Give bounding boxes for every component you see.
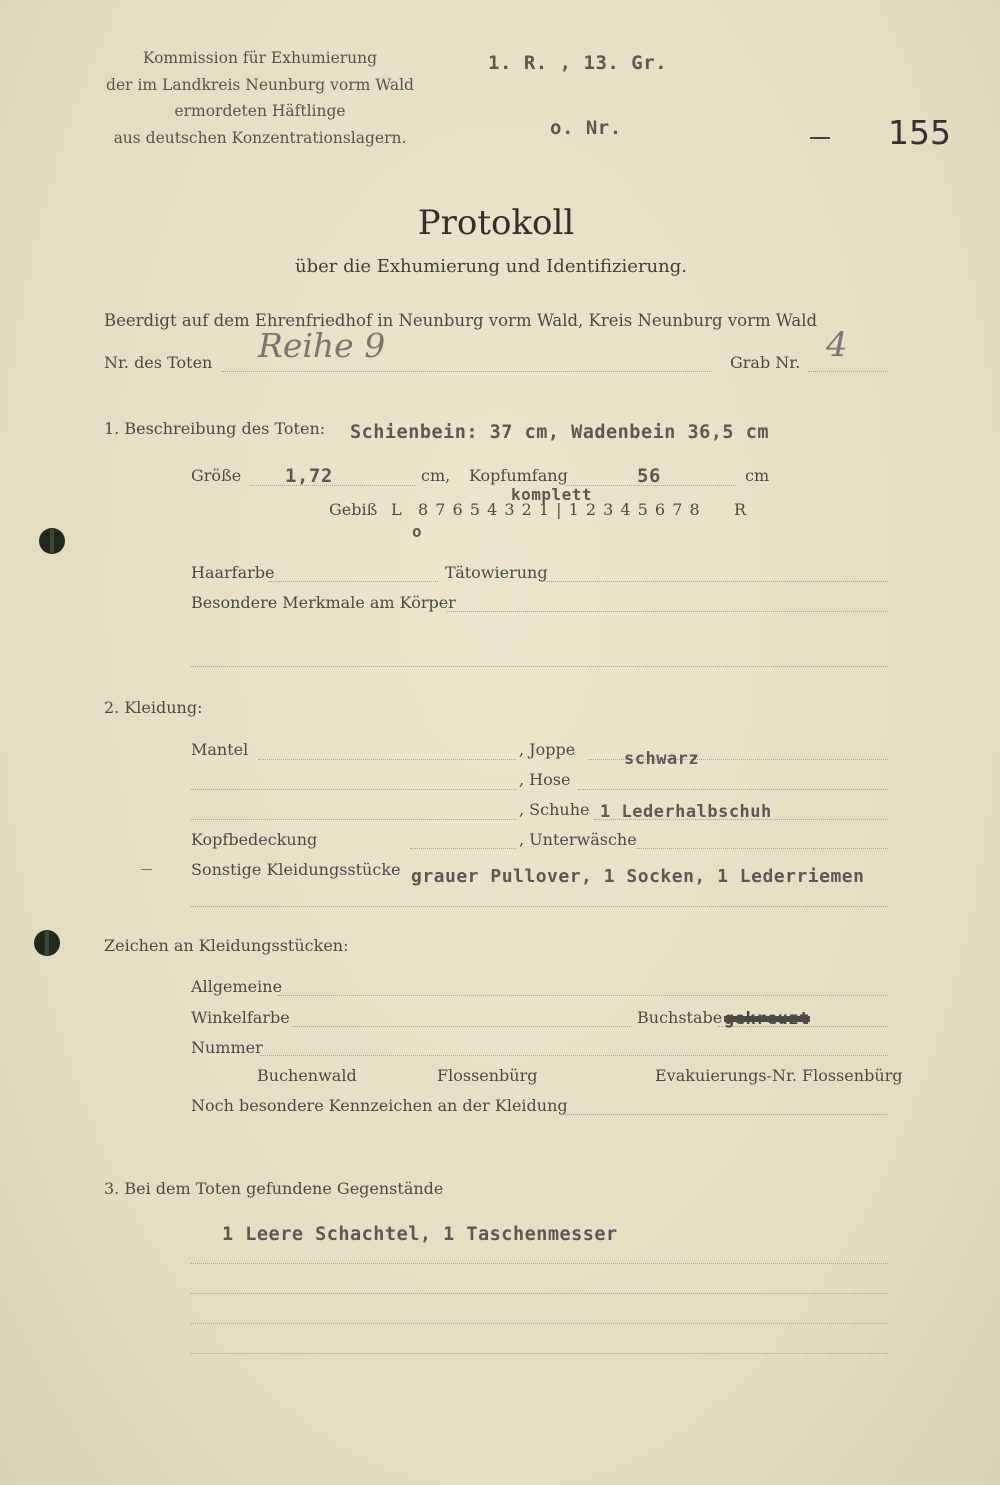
other-marks-label: Noch besondere Kennzeichen an der Kleidung bbox=[191, 1096, 568, 1115]
other-clothing-value: grauer Pullover, 1 Socken, 1 Lederriemen bbox=[411, 866, 865, 887]
shoes-value: 1 Lederhalbschuh bbox=[600, 802, 772, 822]
hair-color-line bbox=[268, 581, 438, 582]
coat-line-3 bbox=[191, 819, 516, 820]
head-circumference-unit: cm bbox=[745, 466, 770, 485]
body-marks-line-2 bbox=[191, 666, 888, 667]
teeth-left: L bbox=[391, 500, 402, 519]
number-line bbox=[260, 1055, 888, 1056]
headwear-line bbox=[410, 848, 516, 849]
grave-number-value: 4 bbox=[826, 325, 848, 365]
coat-line bbox=[258, 759, 516, 760]
flossenburg-label: Flossenbürg bbox=[437, 1066, 538, 1085]
coat-label: Mantel bbox=[191, 740, 249, 759]
body-marks-label: Besondere Merkmale am Körper bbox=[191, 593, 456, 612]
burial-location: Beerdigt auf dem Ehrenfriedhof in Neunburg vorm Wald, Kreis Neunburg vorm Wald bbox=[104, 311, 818, 330]
evacuation-number-label: Evakuierungs-Nr. Flossenbürg bbox=[655, 1066, 903, 1085]
teeth-right: R bbox=[734, 500, 747, 519]
height-label: Größe bbox=[191, 466, 242, 485]
teeth-numbers: 8 7 6 5 4 3 2 1 | 1 2 3 4 5 6 7 8 bbox=[418, 500, 701, 519]
general-label: Allgemeine bbox=[191, 977, 283, 996]
commission-header bbox=[95, 45, 425, 151]
punch-hole-bottom bbox=[34, 930, 60, 956]
commission-line: Kommission für Exhumierung bbox=[142, 49, 378, 67]
number-label: Nummer bbox=[191, 1038, 263, 1057]
other-marks-line bbox=[560, 1114, 888, 1115]
commission-line: der im Landkreis Neunburg vorm Wald bbox=[106, 75, 414, 94]
other-clothing-line-2 bbox=[191, 906, 888, 907]
tattoo-line bbox=[542, 581, 888, 582]
commission-line: aus deutschen Konzentrationslagern. bbox=[113, 128, 407, 147]
shoes-label: , Schuhe bbox=[519, 800, 590, 819]
jacket-label: , Joppe bbox=[519, 740, 576, 759]
found-items-line-4 bbox=[191, 1353, 888, 1354]
headwear-label: Kopfbedeckung bbox=[191, 830, 318, 849]
page-subtitle: über die Exhumierung und Identifizierung. bbox=[295, 256, 687, 277]
grave-number-label: Grab Nr. bbox=[730, 353, 801, 372]
triangle-color-line bbox=[292, 1026, 632, 1027]
coat-line-2 bbox=[191, 789, 516, 790]
dash-mark bbox=[810, 137, 830, 139]
page-number: 155 bbox=[888, 113, 951, 152]
dead-number-label: Nr. des Toten bbox=[104, 353, 213, 372]
found-items-line-1 bbox=[191, 1263, 888, 1264]
page-title: Protokoll bbox=[417, 203, 575, 243]
tattoo-label: Tätowierung bbox=[445, 563, 548, 582]
dead-number-value: Reihe 9 bbox=[258, 326, 386, 365]
number-stamp: o. Nr. bbox=[550, 117, 622, 139]
found-items-value: 1 Leere Schachtel, 1 Taschenmesser bbox=[222, 1224, 618, 1245]
dash-mark-left bbox=[141, 869, 152, 870]
letter-label: Buchstabe bbox=[637, 1008, 723, 1027]
clothing-marks-label: Zeichen an Kleidungsstücken: bbox=[104, 936, 349, 955]
jacket-value: schwarz bbox=[624, 749, 700, 769]
height-unit: cm, bbox=[421, 466, 451, 485]
trousers-line bbox=[578, 789, 888, 790]
head-circumference-label: Kopfumfang bbox=[469, 466, 568, 485]
letter-value-struck: gekreuzt bbox=[724, 1009, 810, 1029]
teeth-label: Gebiß bbox=[329, 500, 378, 519]
body-marks-line bbox=[447, 611, 888, 612]
hair-color-label: Haarfarbe bbox=[191, 563, 275, 582]
section3-label: 3. Bei dem Toten gefundene Gegenstände bbox=[104, 1179, 444, 1198]
found-items-line-2 bbox=[191, 1293, 888, 1294]
teeth-note: komplett bbox=[511, 485, 593, 504]
commission-line: ermordeten Häftlinge bbox=[174, 102, 346, 120]
punch-hole-top bbox=[39, 528, 65, 554]
height-value: 1,72 bbox=[285, 465, 333, 487]
general-line bbox=[278, 995, 888, 996]
underwear-line bbox=[636, 848, 888, 849]
teeth-mark: o bbox=[412, 522, 423, 541]
row-group-stamp: 1. R. , 13. Gr. bbox=[488, 52, 668, 74]
other-clothing-label: Sonstige Kleidungsstücke bbox=[191, 860, 401, 879]
section1-label: 1. Beschreibung des Toten: bbox=[104, 419, 326, 438]
trousers-label: , Hose bbox=[519, 770, 571, 789]
found-items-line-3 bbox=[191, 1323, 888, 1324]
triangle-color-label: Winkelfarbe bbox=[191, 1008, 290, 1027]
underwear-label: , Unterwäsche bbox=[519, 830, 637, 849]
bone-measurements: Schienbein: 37 cm, Wadenbein 36,5 cm bbox=[350, 422, 769, 443]
grave-number-line bbox=[808, 371, 888, 372]
section2-label: 2. Kleidung: bbox=[104, 698, 203, 717]
buchenwald-label: Buchenwald bbox=[257, 1066, 357, 1085]
head-circumference-value: 56 bbox=[637, 465, 661, 487]
dead-number-line bbox=[222, 371, 712, 372]
